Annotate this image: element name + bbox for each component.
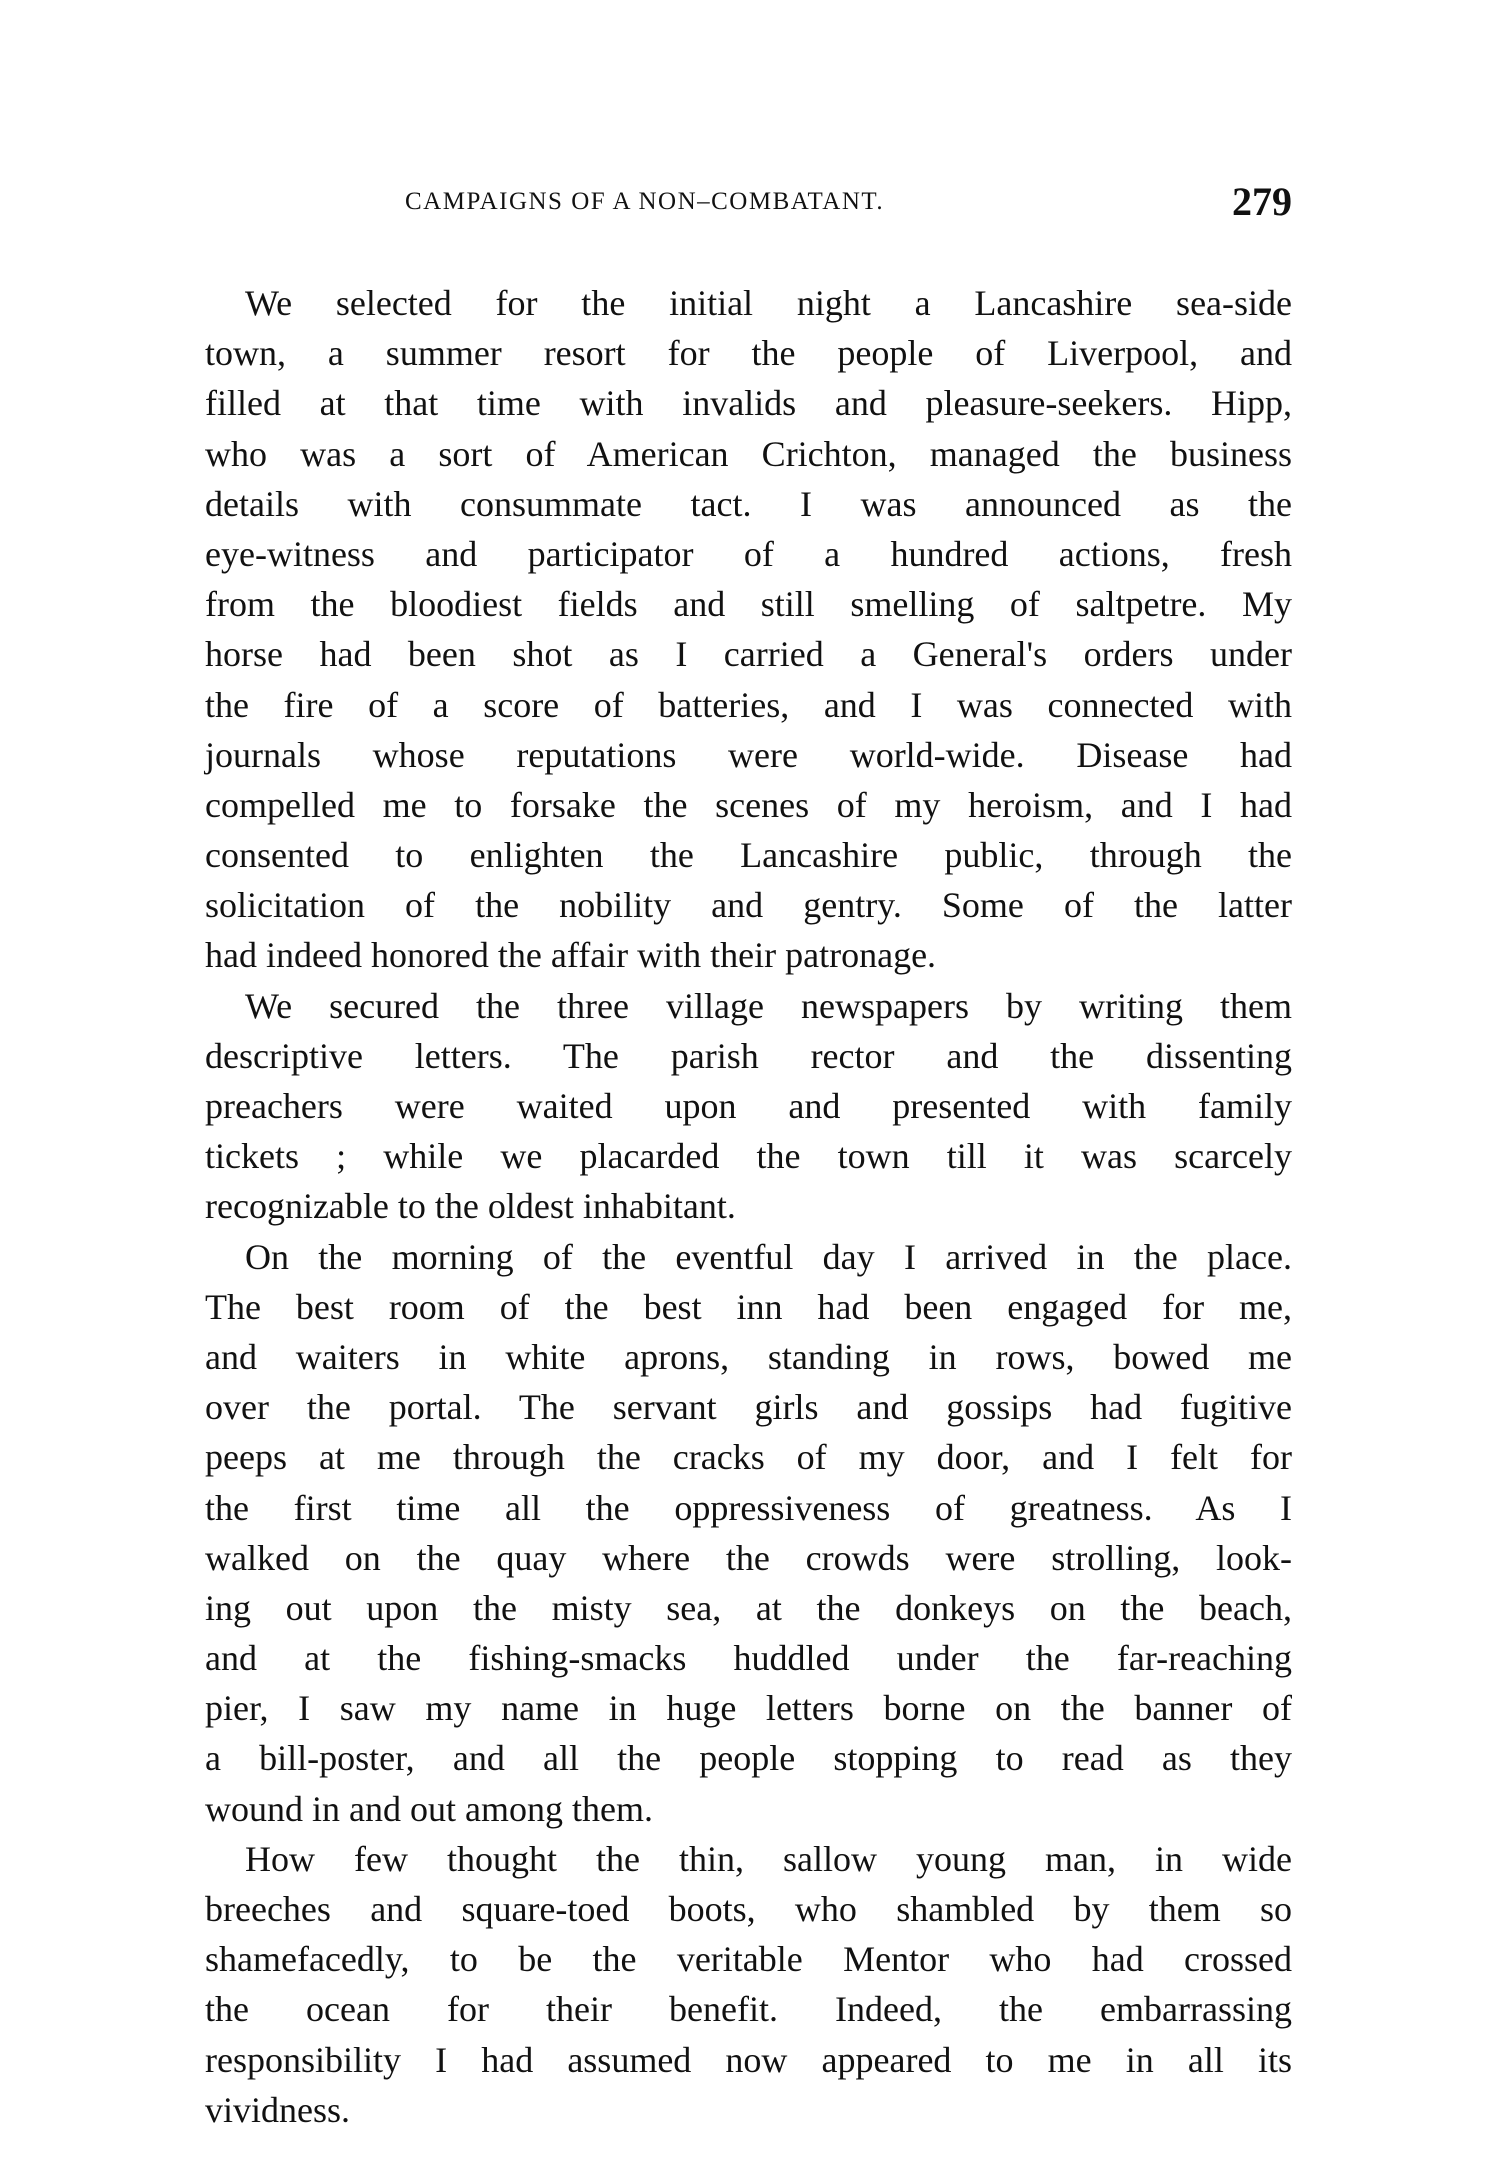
text-line: horse had been shot as I carried a General's orders under [205,634,1292,675]
text-line: the fire of a score of batteries, and I was connected with [205,684,1292,725]
paragraph [205,981,1292,1232]
text-line: solicitation of the nobility and gentry. Some of the latter [205,885,1292,926]
text-line: responsibility I had assumed now appeared to me in all its [205,2039,1292,2080]
text-line: peeps at me through the cracks of my door, and I felt for [205,1437,1292,1478]
text-line: details with consummate tact. I was announced as the [205,483,1292,524]
text-line: ing out upon the misty sea, at the donkeys on the beach, [205,1587,1292,1628]
text-line: filled at that time with invalids and pleasure-seekers. Hipp, [205,383,1292,424]
text-line: The best room of the best inn had been engaged for me, [205,1286,1292,1327]
text-line: from the bloodiest fields and still smelling of saltpetre. My [205,584,1292,625]
text-line: a bill-poster, and all the people stopping to read as they [205,1738,1292,1779]
text-line: who was a sort of American Crichton, managed the business [205,433,1292,474]
text-line: walked on the quay where the crowds were strolling, look- [205,1537,1292,1578]
text-line: tickets ; while we placarded the town till it was scarcely [205,1136,1292,1177]
text-line: and waiters in white aprons, standing in rows, bowed me [205,1336,1292,1377]
text-line: How few thought the thin, sallow young man, in wide [245,1838,1292,1879]
text-line: preachers were waited upon and presented with family [205,1086,1292,1126]
text-line: recognizable to the oldest inhabitant. [205,1186,736,1227]
page-body [205,278,1292,2135]
text-line: the first time all the oppressiveness of greatness. As I [205,1487,1292,1528]
text-line: the ocean for their benefit. Indeed, the embarrassing [205,1989,1292,2030]
text-line: consented to enlighten the Lancashire public, through the [205,835,1292,876]
text-line: We selected for the initial night a Lancashire sea-side [245,283,1292,323]
text-line: town, a summer resort for the people of Liverpool, and [205,333,1292,374]
text-line: pier, I saw my name in huge letters borne on the banner of [205,1688,1292,1729]
page-header [205,178,1292,228]
text-line: On the morning of the eventful day I arrived in the place. [245,1236,1292,1277]
paragraph [205,1232,1292,1834]
page-number: 279 [1232,179,1292,224]
text-line: shamefacedly, to be the veritable Mentor who had crossed [205,1939,1292,1980]
text-line: journals whose reputations were world-wide. Disease had [205,734,1292,775]
running-title: CAMPAIGNS OF A NON–COMBATANT. [405,188,885,215]
text-line: wound in and out among them. [205,1788,653,1829]
paragraph [205,278,1292,981]
paragraph [205,1834,1292,2135]
text-line: eye-witness and participator of a hundred actions, fresh [205,533,1292,574]
text-line: had indeed honored the affair with their patronage. [205,935,937,976]
text-line: over the portal. The servant girls and gossips had fugitive [205,1387,1292,1428]
text-line: and at the fishing-smacks huddled under the far-reaching [205,1638,1292,1679]
text-line: descriptive letters. The parish rector and the dissenting [205,1035,1292,1076]
text-line: breeches and square-toed boots, who shambled by them so [205,1889,1292,1929]
text-line: We secured the three village newspapers by writing them [245,985,1292,1026]
text-line: vividness. [205,2089,351,2130]
text-line: compelled me to forsake the scenes of my heroism, and I had [205,784,1292,825]
